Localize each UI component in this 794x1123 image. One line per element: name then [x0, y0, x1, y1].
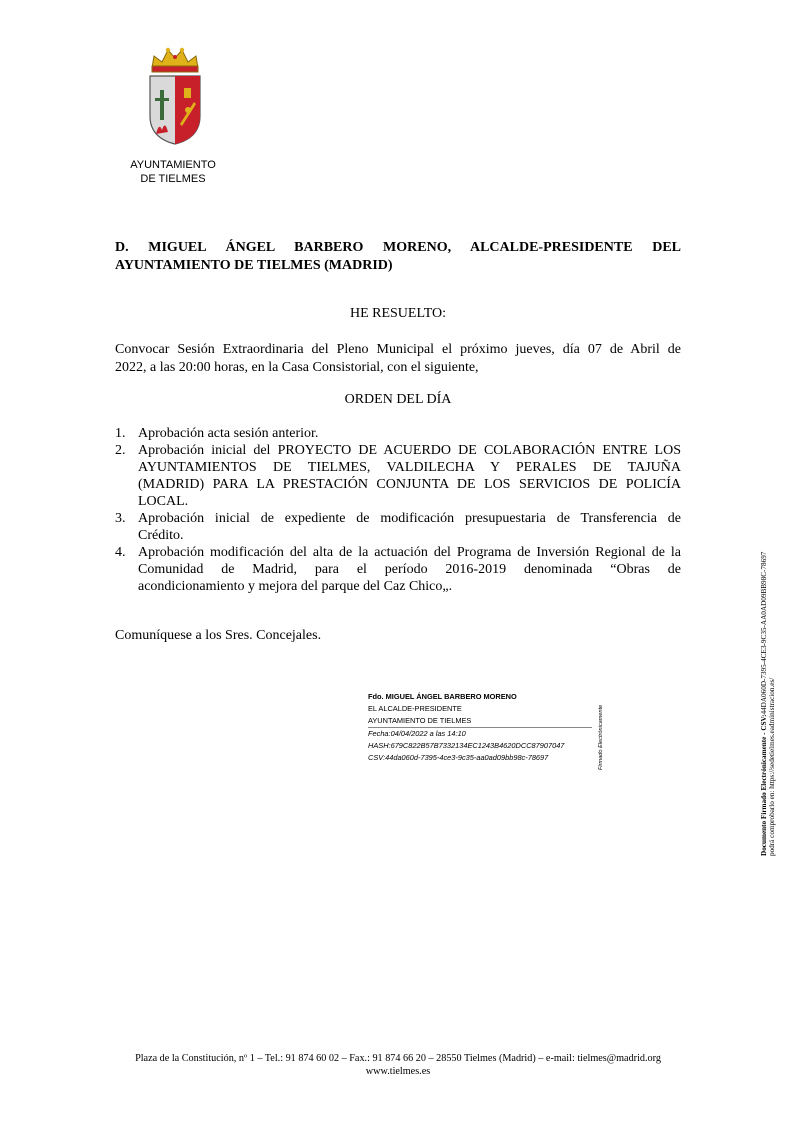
agenda-item-number: 1. — [115, 426, 126, 441]
signature-hash: HASH:679C822B57B7332134EC1243B4620DCC87907047 — [368, 741, 565, 750]
svg-text:Documento Firmado Electrónicam — [760, 551, 768, 856]
agenda-item-line: AYUNTAMIENTOS DE TIELMES, VALDILECHA Y PERALES DE TAJUÑA — [138, 460, 681, 475]
page-footer — [115, 1052, 681, 1078]
convocation-paragraph — [115, 341, 681, 377]
signer-role: EL ALCALDE-PRESIDENTE — [368, 704, 462, 713]
convocation-line-1: Convocar Sesión Extraordinaria del Pleno Municipal el próximo jueves, día 07 de Abril de — [115, 342, 681, 357]
org-line-1: AYUNTAMIENTO — [130, 159, 216, 171]
organization-name — [110, 158, 236, 186]
agenda-item-number: 4. — [115, 545, 126, 560]
agenda-item-line: Comunidad de Madrid, para el período 2016-2019 denominada “Obras de — [138, 562, 681, 577]
margin-note-label: Documento Firmado Electrónicamente - CSV: — [760, 714, 768, 856]
signature-csv: CSV:44da060d-7395-4ce3-9c35-aa0ad09bb98c-78697 — [368, 753, 549, 762]
agenda-item-number: 3. — [115, 511, 126, 526]
signature-side-label — [595, 700, 605, 772]
agenda-item — [115, 425, 681, 442]
footer-website: www.tielmes.es — [365, 1066, 431, 1077]
agenda-item-line: Aprobación inicial del PROYECTO DE ACUERDO DE COLABORACIÓN ENTRE LOS — [138, 443, 681, 458]
agenda-item-line: Aprobación inicial de expediente de modificación presupuestaria de Transferencia de — [138, 511, 681, 526]
signature-block — [368, 691, 592, 764]
signer-organization: AYUNTAMIENTO DE TIELMES — [368, 715, 592, 728]
agenda-list — [115, 425, 681, 595]
heading-line-2: AYUNTAMIENTO DE TIELMES (MADRID) — [115, 258, 393, 273]
margin-note-csv: 44DA060D-7395-4CE3-9C35-AA0AD09BB98C-78697 — [760, 551, 768, 715]
org-line-2: DE TIELMES — [140, 173, 206, 185]
agenda-item-line: LOCAL. — [138, 494, 189, 509]
margin-note-url: podrá comprobarlo en: https://sedetielmes.eadministracion.es/ — [768, 677, 776, 856]
signer-name: Fdo. MIGUEL ÁNGEL BARBERO MORENO — [368, 692, 517, 701]
agenda-item — [115, 510, 681, 544]
agenda-item — [115, 544, 681, 595]
agenda-item-number: 2. — [115, 443, 126, 458]
agenda-item-line: (MADRID) PARA LA PRESTACIÓN CONJUNTA DE LOS SERVICIOS DE POLICÍA — [138, 477, 681, 492]
agenda-item-line: Crédito. — [138, 528, 184, 543]
closing-sentence: Comuníquese a los Sres. Concejales. — [115, 628, 322, 643]
verification-margin-note — [760, 540, 776, 856]
agenda-item-line: Aprobación acta sesión anterior. — [138, 426, 319, 441]
resolved-title: HE RESUELTO: — [349, 306, 447, 321]
agenda-title: ORDEN DEL DÍA — [344, 392, 452, 407]
municipal-crest-icon — [144, 46, 206, 146]
agenda-item-line: Aprobación modificación del alta de la actuación del Programa de Inversión Regional de la — [138, 545, 681, 560]
footer-address: Plaza de la Constitución, nº 1 – Tel.: 91 874 60 02 – Fax.: 91 874 66 20 – 28550 Tielmes (Madrid) – e-mail: tielmes@madrid.org — [135, 1053, 661, 1064]
signature-date: Fecha:04/04/2022 a las 14:10 — [368, 729, 466, 738]
convocation-line-2: 2022, a las 20:00 horas, en la Casa Consistorial, con el siguiente, — [115, 360, 479, 375]
heading-line-1: D. MIGUEL ÁNGEL BARBERO MORENO, ALCALDE-PRESIDENTE DEL — [115, 240, 681, 255]
agenda-item — [115, 442, 681, 510]
agenda-item-line: acondicionamiento y mejora del parque del Caz Chico„. — [138, 579, 453, 594]
side-label-text: Firmado Electrónicamente — [598, 704, 604, 770]
document-heading — [115, 239, 681, 275]
